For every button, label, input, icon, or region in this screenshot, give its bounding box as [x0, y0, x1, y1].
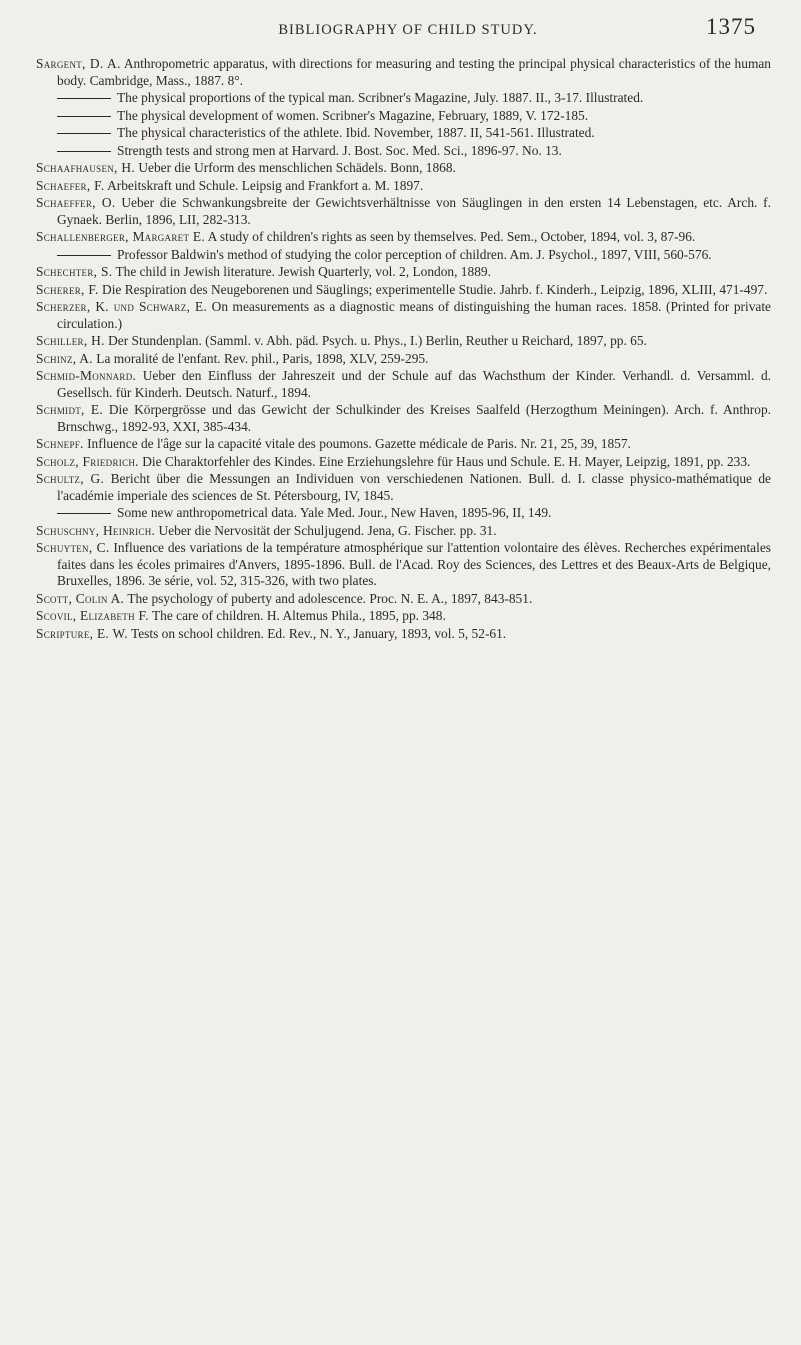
entry-author: Schallenberger, Margaret E. [36, 229, 206, 244]
running-title: BIBLIOGRAPHY OF CHILD STUDY. [278, 22, 538, 38]
bibliography-entry [36, 436, 771, 453]
ditto-dash [57, 98, 111, 99]
entry-text: A study of children's rights as seen by themselves. Ped. Sem., October, 1894, vol. 3, 87-96. [207, 229, 696, 244]
entry-text: Ueber die Urform des menschlichen Schädels. Bonn, 1868. [138, 160, 456, 175]
entry-text: Ueber die Schwankungsbreite der Gewichtsverhältnisse von Säuglingen in den ersten 14 Lebenstagen, etc. Arch. f. Gynaek. Berlin, 1896, LII, 282-313. [57, 195, 771, 227]
entry-author: Schmidt, E. [36, 402, 103, 417]
entry-author: Scovil, Elizabeth F. [36, 608, 149, 623]
page-header [60, 14, 756, 42]
entry-text: The physical development of women. Scribner's Magazine, February, 1889, V. 172-185. [117, 107, 589, 123]
entry-text: Die Körpergrösse und das Gewicht der Schulkinder des Kreises Saalfeld (Herzogthum Meiningen). Arch. f. Anthrop. Brnschwg., 1892-93, XXI, 385-434. [57, 402, 771, 434]
bibliography-entry [36, 247, 771, 264]
ditto-dash [57, 255, 111, 256]
entry-author: Scholz, Friedrich. [36, 453, 139, 469]
entry-author: Schaafhausen, H. [36, 160, 135, 175]
bibliography-entry [36, 299, 771, 332]
entry-text: Ueber den Einfluss der Jahreszeit und der Schule auf das Wachsthum der Kinder. Verhandl. d. Versamml. d. Gesellsch. für Kinderh. Deutsch. Naturf., 1894. [57, 368, 771, 400]
bibliography-entry [36, 608, 771, 625]
entry-text: Anthropometric apparatus, with directions for measuring and testing the principal physical characteristics of the human body. Cambridge, Mass., 1887. 8°. [57, 56, 771, 88]
entry-text: The care of children. H. Altemus Phila., 1895, pp. 348. [152, 608, 446, 623]
entry-text: Ueber die Nervosität der Schuljugend. Jena, G. Fischer. pp. 31. [158, 522, 497, 538]
entry-text: The physical characteristics of the athlete. Ibid. November, 1887. II, 541-561. Illustrated. [117, 125, 595, 140]
bibliography-entry [36, 282, 771, 299]
entry-author: Schmid-Monnard. [36, 368, 137, 383]
entry-author: Schnepf. [36, 436, 84, 451]
entry-author: Schechter, S. [36, 264, 113, 279]
bibliography-entry [36, 178, 771, 195]
entry-author: Schultz, G. [36, 471, 105, 486]
entry-author: Schuyten, C. [36, 540, 110, 555]
ditto-dash [57, 513, 111, 514]
entry-author: Schuschny, Heinrich. [36, 522, 156, 538]
entry-author: Schiller, H. [36, 333, 105, 348]
entry-text: The physical proportions of the typical man. Scribner's Magazine, July. 1887. II., 3-17. Illustrated. [117, 90, 644, 105]
bibliography-entry [36, 402, 771, 435]
bibliography-entry [36, 523, 771, 540]
entry-text: Der Stundenplan. (Samml. v. Abh. päd. Psych. u. Phys., I.) Berlin, Reuther u Reichard, 1897, pp. 65. [108, 333, 647, 348]
entry-text: Arbeitskraft und Schule. Leipsig and Frankfort a. M. 1897. [107, 177, 424, 193]
entry-text: La moralité de l'enfant. Rev. phil., Paris, 1898, XLV, 259-295. [96, 350, 429, 366]
entry-author: Sargent, D. A. [36, 56, 121, 71]
entry-text: Die Charaktorfehler des Kindes. Eine Erziehungslehre für Haus und Schule. E. H. Mayer, Leipzig, 1891, pp. 233. [142, 453, 751, 469]
bibliography-entry [36, 591, 771, 608]
entry-author: Scott, Colin A. [36, 590, 125, 606]
entry-text: The psychology of puberty and adolescence. Proc. N. E. A., 1897, 843-851. [127, 590, 533, 606]
entry-text: Bericht über die Messungen an Individuen von verschiedenen Nationen. Bull. d. I. classe physico-mathématique de l'académie imperiale des sciences de St. Pétersbourg, IV, 1845. [57, 471, 772, 503]
bibliography-entry [36, 125, 771, 142]
bibliography-entry [36, 540, 771, 590]
bibliography-entry [36, 505, 771, 522]
bibliography-entry [36, 264, 771, 281]
bibliography-entry [36, 108, 771, 125]
bibliography-entry [36, 368, 771, 401]
bibliography-entry [36, 195, 771, 228]
bibliography-list [36, 56, 771, 643]
bibliography-entry [36, 351, 771, 368]
ditto-dash [57, 133, 111, 134]
entry-text: Die Respiration des Neugeborenen und Säuglings; experimentelle Studie. Jahrb. f. Kinderh., Leipzig, 1896, XLIII, 471-497. [102, 281, 768, 297]
bibliography-entry [36, 626, 771, 643]
entry-author: Scherer, F. [36, 281, 99, 297]
entry-author: Scripture, E. W. [36, 625, 128, 641]
bibliography-entry [36, 229, 771, 246]
bibliography-entry [36, 454, 771, 471]
ditto-dash [57, 116, 111, 117]
bibliography-entry [36, 90, 771, 107]
entry-author: Schaefer, F. [36, 177, 105, 193]
entry-text: On measurements as a diagnostic means of distinguishing the human races. 1858. (Printed for private circulation.) [57, 299, 771, 331]
entry-text: The child in Jewish literature. Jewish Quarterly, vol. 2, London, 1889. [115, 264, 491, 279]
bibliography-entry [36, 143, 771, 160]
ditto-dash [57, 151, 111, 152]
page-number: 1375 [706, 14, 756, 39]
bibliography-entry [36, 333, 771, 350]
bibliography-entry [36, 471, 771, 504]
entry-text: Strength tests and strong men at Harvard. J. Bost. Soc. Med. Sci., 1896-97. No. 13. [117, 142, 562, 158]
entry-author: Scherzer, K. und Schwarz, E. [36, 299, 208, 314]
bibliography-entry [36, 56, 771, 89]
entry-text: Professor Baldwin's method of studying the color perception of children. Am. J. Psychol., 1897, VIII, 560-576. [117, 246, 712, 262]
entry-text: Tests on school children. Ed. Rev., N. Y., January, 1893, vol. 5, 52-61. [130, 625, 507, 641]
entry-text: Influence des variations de la température atmosphérique sur l'attention volontaire des élèves. Recherches expérimentales faites dans les écoles primaires d'Anvers, 1895-1896. Bull. de l'Acad. Roy des Sciences, des Lettres et des Beaux-Arts de Belgique, Bruxelles, 1896. 3e série, vol. 52, 315-326, with two plates. [57, 540, 771, 588]
entry-author: Schinz, A. [36, 350, 93, 366]
entry-author: Schaeffer, O. [36, 195, 116, 210]
entry-text: Influence de l'âge sur la capacité vitale des poumons. Gazette médicale de Paris. Nr. 21, 25, 39, 1857. [87, 436, 631, 451]
bibliography-entry [36, 160, 771, 177]
entry-text: Some new anthropometrical data. Yale Med. Jour., New Haven, 1895-96, II, 149. [117, 505, 552, 520]
